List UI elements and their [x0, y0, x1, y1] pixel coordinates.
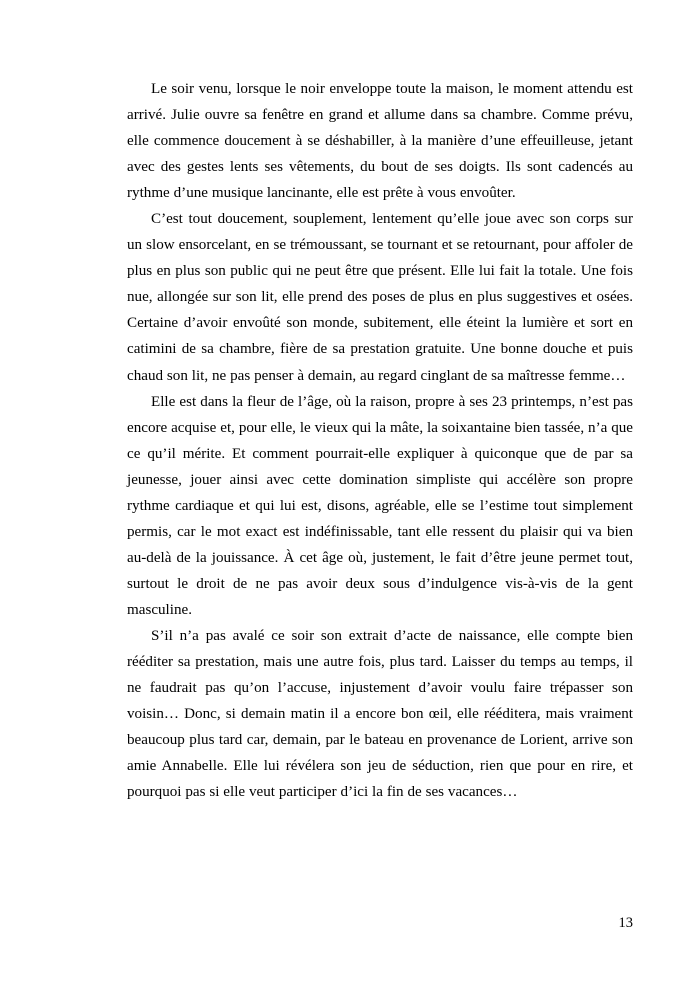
paragraph-2: C’est tout doucement, souplement, lentement qu’elle joue avec son corps sur un slow ensorcelant, en se trémoussant, se tournant et se retournant, pour affoler de plus en plus son public qui ne peut être que présent. Elle lui fait la totale. Une fois nue, allongée sur son lit, elle prend des poses de plus en plus suggestives et osées. Certaine d’avoir envoûté son monde, subitement, elle éteint la lumière et sort en catimini de sa chambre, fière de sa prestation gratuite. Une bonne douche et puis chaud son lit, ne pas penser à demain, au regard cinglant de sa maîtresse femme…: [127, 211, 633, 384]
paragraph-4: S’il n’a pas avalé ce soir son extrait d’acte de naissance, elle compte bien rééditer sa prestation, mais une autre fois, plus tard. Laisser du temps au temps, il ne faudrait pas qu’on l’accuse, injustement d’avoir voulu faire trépasser son voisin… Donc, si demain matin il a encore bon œil, elle rééditera, mais vraiment beaucoup plus tard car, demain, par le bateau en provenance de Lorient, arrive son amie Annabelle. Elle lui révélera son jeu de séduction, rien que pour en rire, et pourquoi pas si elle veut participer d’ici la fin de ses vacances…: [127, 627, 633, 801]
page-body-text: [127, 76, 633, 805]
paragraph-3: Elle est dans la fleur de l’âge, où la raison, propre à ses 23 printemps, n’est pas encore acquise et, pour elle, le vieux qui la mâte, la soixantaine bien tassée, n’a que ce qu’il mérite. Et comment pourrait-elle expliquer à quiconque que de par sa jeunesse, jouer ainsi avec cette domination simpliste qui accélère son propre rythme cardiaque et qui lui est, disons, agréable, elle se l’estime tout simplement permis, car le mot exact est indéfinissable, tant elle ressent du plaisir qui va bien au-delà de la jouissance. À cet âge où, justement, le fait d’être jeune permet tout, surtout le droit de ne pas avoir deux sous d’indulgence vis-à-vis de la gent masculine.: [127, 393, 633, 618]
paragraph-1: Le soir venu, lorsque le noir enveloppe toute la maison, le moment attendu est arrivé. Julie ouvre sa fenêtre en grand et allume dans sa chambre. Comme prévu, elle commence doucement à se déshabiller, à la manière d’une effeuilleuse, jetant avec des gestes lents ses vêtements, du bout de ses doigts. Ils sont cadencés au rythme d’une musique lancinante, elle est prête à vous envoûter.: [127, 81, 633, 202]
page-number: 13: [618, 915, 633, 931]
